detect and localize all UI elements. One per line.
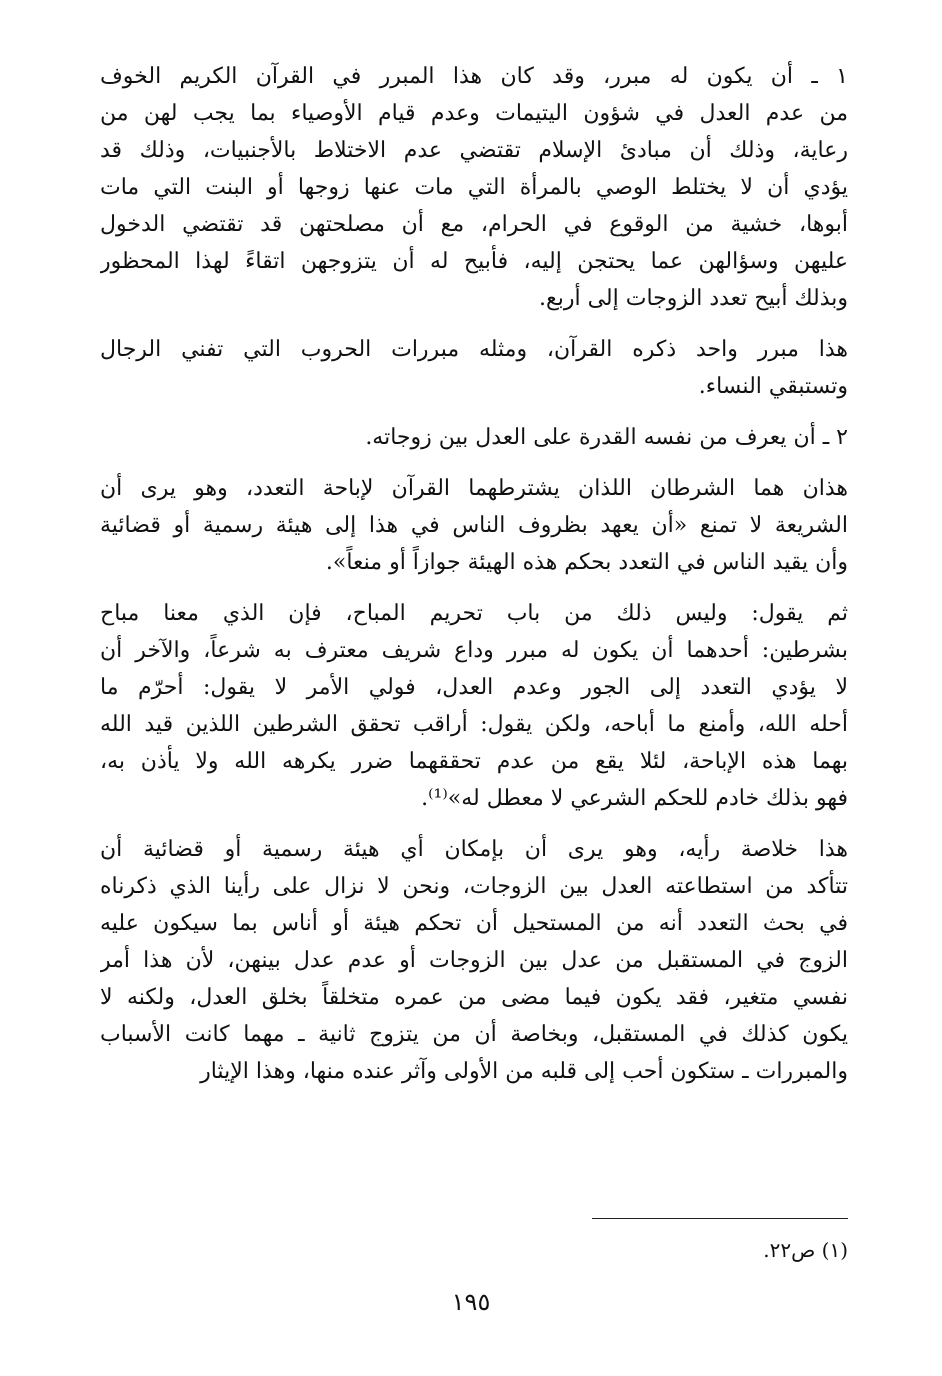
paragraph xyxy=(100,419,848,456)
text-line: أبوها، خشية من الوقوع في الحرام، مع أن مصلحتهن قد تقتضي الدخول xyxy=(100,212,848,237)
text-line: يكون كذلك في المستقبل، وبخاصة أن من يتزوج ثانية ـ مهما كانت الأسباب xyxy=(100,1022,848,1047)
text-line: بهما هذه الإباحة، لئلا يقع من عدم تحققهما ضرر يكرهه الله ولا يأذن به، xyxy=(100,749,848,774)
text-line: عليهن وسؤالهن عما يحتجن إليه، فأبيح له أن يتزوجهن اتقاءً لهذا المحظور xyxy=(100,249,848,274)
text-line: هذا مبرر واحد ذكره القرآن، ومثله مبررات الحروب التي تفني الرجال xyxy=(100,337,848,362)
paragraph-gap xyxy=(100,456,848,470)
text-line: الشريعة لا تمنع «أن يعهد بظروف الناس في هذا إلى هيئة رسمية أو قضائية xyxy=(100,513,848,538)
text-line: هذا خلاصة رأيه، وهو يرى أن بإمكان أي هيئة رسمية أو قضائية أن xyxy=(100,837,848,862)
text-line: من عدم العدل في شؤون اليتيمات وعدم قيام الأوصياء بما يجب لهن من xyxy=(100,101,848,126)
paragraph xyxy=(100,470,848,581)
text-line: هذان هما الشرطان اللذان يشترطهما القرآن لإباحة التعدد، وهو يرى أن xyxy=(100,476,848,501)
paragraph xyxy=(100,595,848,817)
text-line: والمبررات ـ ستكون أحب إلى قلبه من الأولى وآثر عنده منها، وهذا الإيثار xyxy=(200,1059,848,1084)
paragraph xyxy=(100,831,848,1090)
text-line: رعاية، وذلك أن مبادئ الإسلام تقتضي عدم الاختلاط بالأجنبيات، وذلك قد xyxy=(100,138,848,163)
text-line: وأن يقيد الناس في التعدد بحكم هذه الهيئة جوازاً أو منعاً». xyxy=(325,550,848,575)
text-line: في بحث التعدد أنه من المستحيل أن تحكم هيئة أو أناس بما سيكون عليه xyxy=(100,911,848,936)
text-line: ٢ ـ أن يعرف من نفسه القدرة على العدل بين زوجاته. xyxy=(365,425,848,450)
text-line: الزوج في المستقبل من عدل بين الزوجات أو عدم عدل بينهن، لأن هذا أمر xyxy=(100,948,848,973)
text-line: فهو بذلك خادم للحكم الشرعي لا معطل له»⁽¹⁾. xyxy=(421,786,848,811)
text-line: تتأكد من استطاعته العدل بين الزوجات، ونحن لا نزال على رأينا الذي ذكرناه xyxy=(100,874,848,899)
paragraph-gap xyxy=(100,405,848,419)
paragraph-gap xyxy=(100,817,848,831)
text-line: ثم يقول: وليس ذلك من باب تحريم المباح، فإن الذي معنا مباح xyxy=(100,601,848,626)
body-text xyxy=(100,58,848,1090)
text-line: نفسي متغير، فقد يكون فيما مضى من عمره متخلقاً بخلق العدل، ولكنه لا xyxy=(100,985,848,1010)
paragraph xyxy=(100,58,848,317)
paragraph-gap xyxy=(100,317,848,331)
text-line: وتستبقي النساء. xyxy=(698,374,848,399)
text-line: لا يؤدي التعدد إلى الجور وعدم العدل، فولي الأمر لا يقول: أحرّم ما xyxy=(100,675,848,700)
text-line: أحله الله، وأمنع ما أباحه، ولكن يقول: أراقب تحقق الشرطين اللذين قيد الله xyxy=(100,712,848,737)
paragraph xyxy=(100,331,848,405)
text-line: يؤدي أن لا يختلط الوصي بالمرأة التي مات عنها زوجها أو البنت التي مات xyxy=(100,175,848,200)
text-line: وبذلك أبيح تعدد الزوجات إلى أربع. xyxy=(539,286,848,311)
text-line: بشرطين: أحدهما أن يكون له مبرر وداع شريف معترف به شرعاً، والآخر أن xyxy=(100,638,848,663)
page-number: ١٩٥ xyxy=(451,1288,491,1316)
paragraph-gap xyxy=(100,581,848,595)
footnote: (١) ص٢٢. xyxy=(763,1238,848,1262)
text-line: ١ ـ أن يكون له مبرر، وقد كان هذا المبرر في القرآن الكريم الخوف xyxy=(100,64,848,89)
footnote-separator xyxy=(592,1218,848,1219)
